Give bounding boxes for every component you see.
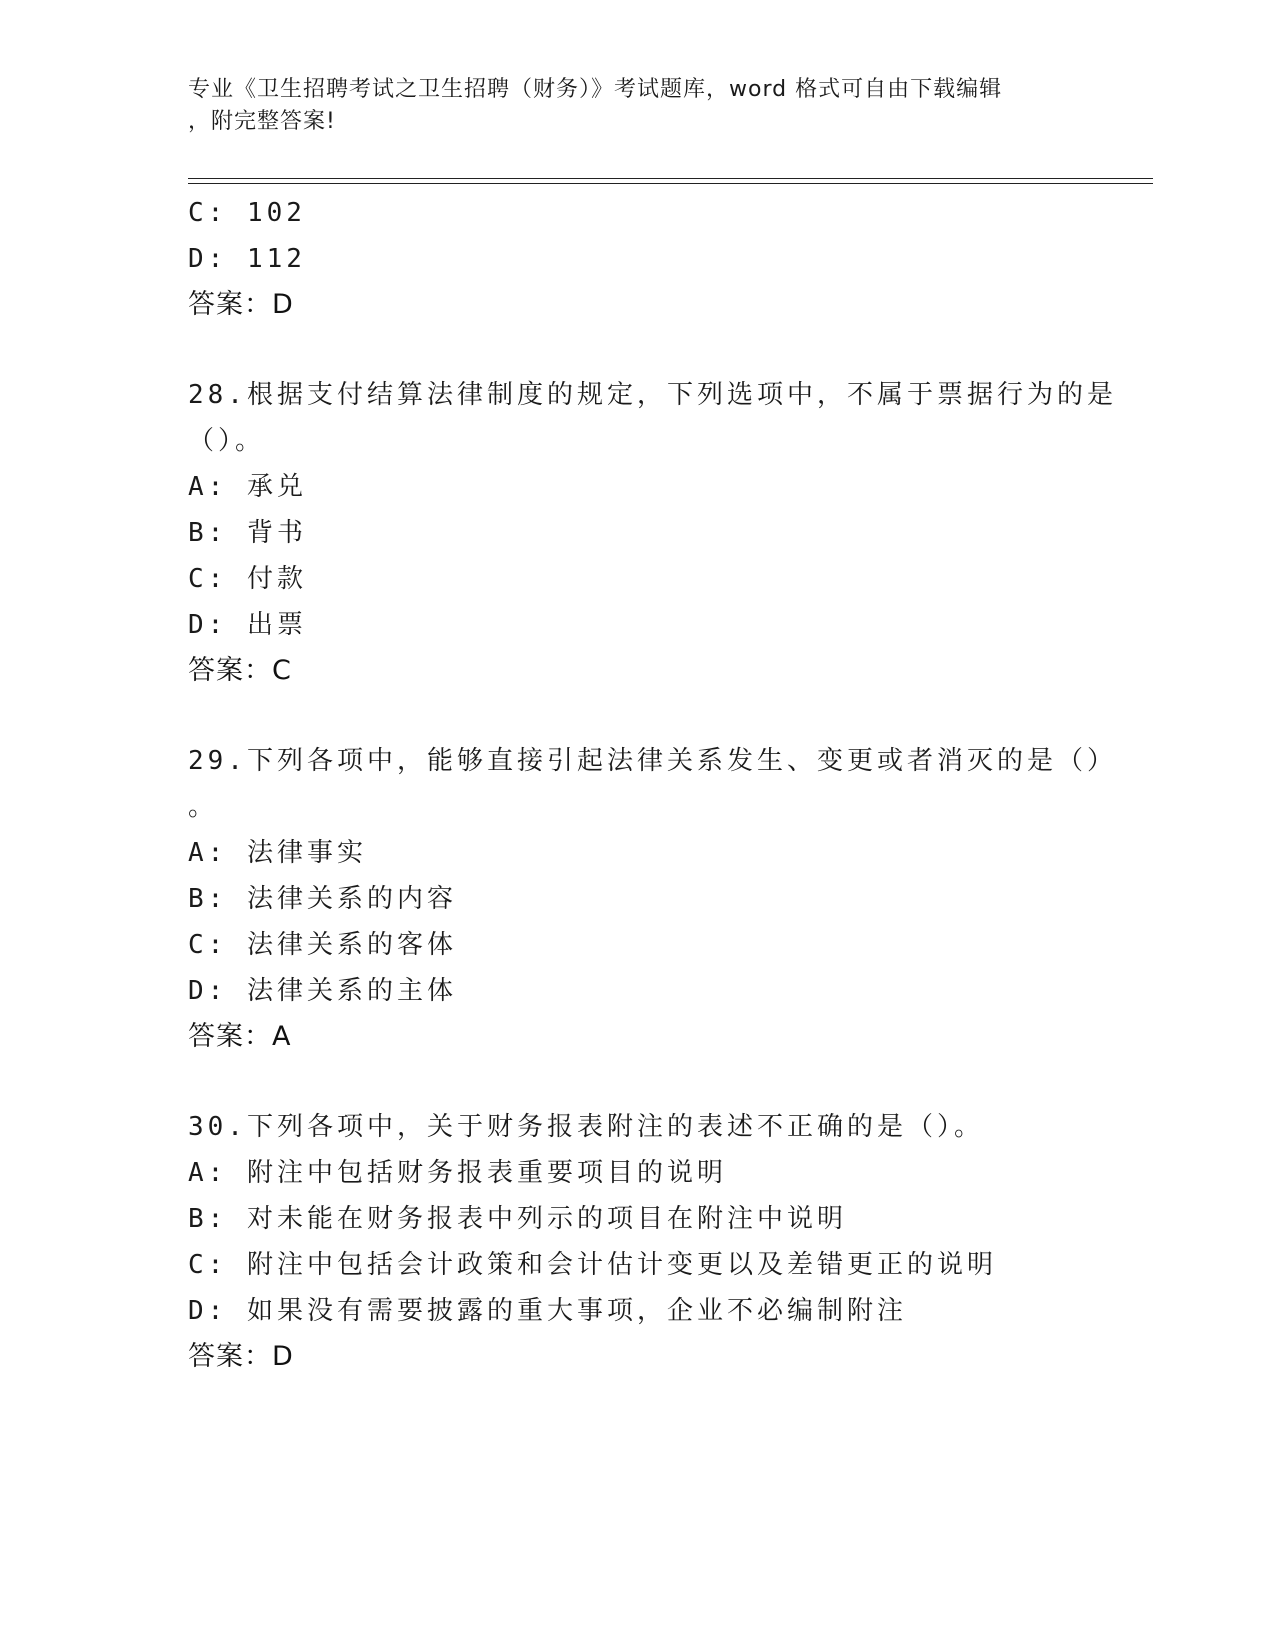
option-a: A: 附注中包括财务报表重要项目的说明 [188, 1158, 727, 1188]
option-d: D: 法律关系的主体 [188, 976, 457, 1006]
question-stem-continued: （）。 [188, 426, 266, 456]
header-divider-top [188, 178, 1153, 179]
question-stem: 29.下列各项中，能够直接引起法律关系发生、变更或者消灭的是（） [188, 746, 1117, 776]
spacer [188, 694, 1088, 738]
header-title-line-2: ，附完整答案! [188, 109, 336, 134]
option-d: D: 112 [188, 244, 306, 274]
option-a: A: 承兑 [188, 472, 307, 502]
question-28 [188, 372, 1117, 694]
continued-question [188, 190, 1088, 328]
question-stem: 28.根据支付结算法律制度的规定，下列选项中，不属于票据行为的是 [188, 380, 1117, 410]
option-b: B: 背书 [188, 518, 307, 548]
option-c: C: 附注中包括会计政策和会计估计变更以及差错更正的说明 [188, 1250, 997, 1280]
question-30 [188, 1104, 1088, 1380]
option-c: C: 法律关系的客体 [188, 930, 457, 960]
header-title-line-1: 专业《卫生招聘考试之卫生招聘（财务）》考试题库，word 格式可自由下载编辑 [188, 77, 1003, 102]
question-content [188, 190, 1117, 1380]
document-header [188, 74, 1068, 138]
question-stem-continued: 。 [188, 792, 219, 822]
option-b: B: 对未能在财务报表中列示的项目在附注中说明 [188, 1204, 847, 1234]
option-d: D: 出票 [188, 610, 307, 640]
spacer [188, 1060, 1088, 1104]
header-divider-bottom [188, 183, 1153, 184]
answer-line: 答案：D [188, 1341, 294, 1372]
spacer [188, 328, 1088, 372]
option-d: D: 如果没有需要披露的重大事项，企业不必编制附注 [188, 1296, 907, 1326]
option-a: A: 法律事实 [188, 838, 367, 868]
option-c: C: 付款 [188, 564, 307, 594]
answer-line: 答案：D [188, 289, 294, 320]
answer-line: 答案：A [188, 1021, 292, 1052]
option-c: C: 102 [188, 198, 306, 228]
question-29 [188, 738, 1117, 1060]
question-stem: 30.下列各项中，关于财务报表附注的表述不正确的是（）。 [188, 1112, 984, 1142]
option-b: B: 法律关系的内容 [188, 884, 457, 914]
answer-line: 答案：C [188, 655, 292, 686]
